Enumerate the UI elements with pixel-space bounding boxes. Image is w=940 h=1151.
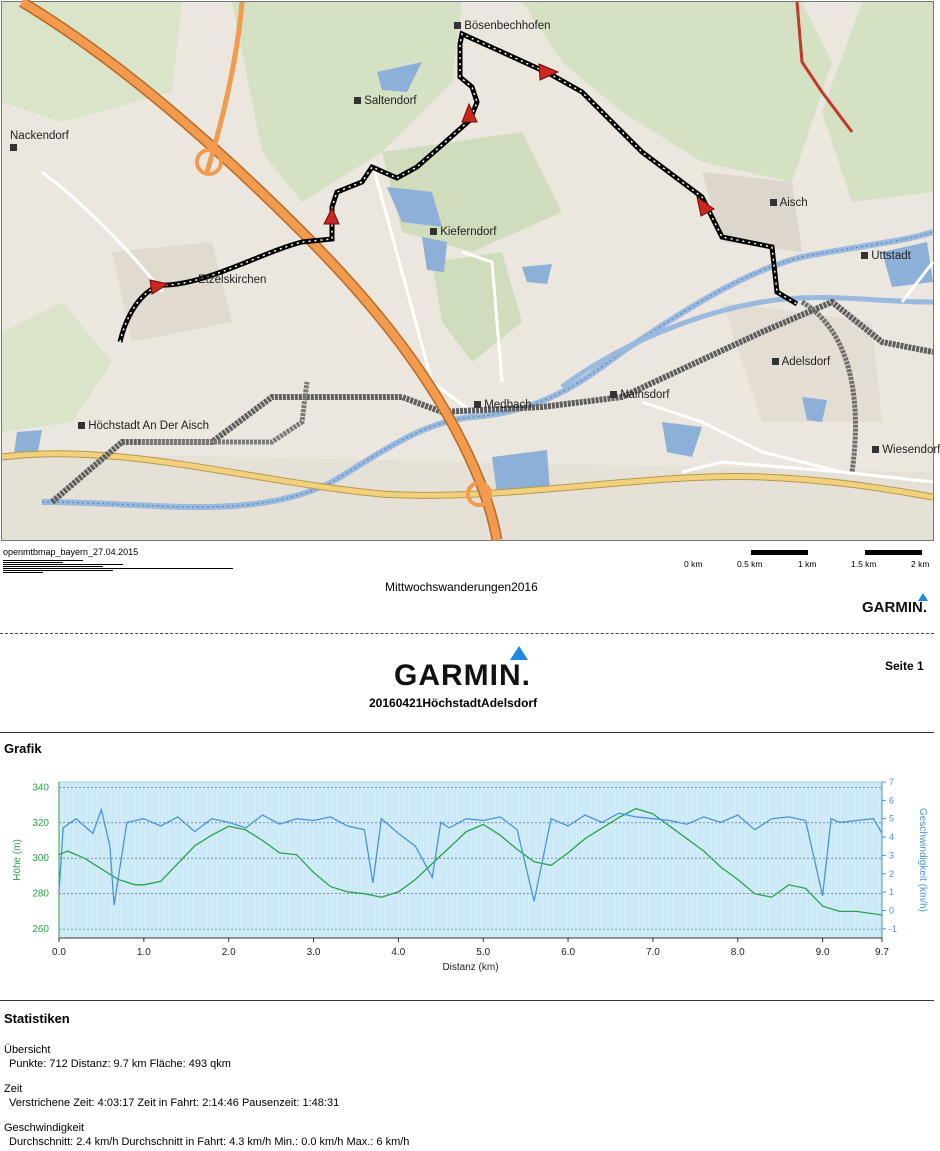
place-label: Etzelskirchen [198,274,267,286]
garmin-triangle-icon [918,593,928,601]
x-tick-label: 2.0 [221,947,236,958]
x-tick-label: 0.0 [52,947,66,958]
place-hoechstadt [78,420,209,432]
y-tick-label-right: 1 [889,887,895,898]
place-marker-icon [772,358,779,365]
y-tick-label-left: 300 [32,853,49,865]
place-marker-icon [10,144,17,151]
y-tick-label-left: 260 [32,924,49,936]
place-marker-icon [872,446,879,453]
place-medbach [474,399,532,411]
x-tick-label: 7.0 [645,947,660,958]
place-label: Aisch [779,197,808,209]
place-marker-icon [474,401,481,408]
place-adelsdorf [772,356,830,368]
place-boesenbechhofen [454,20,551,32]
scale-label: 1.5 km [851,559,877,569]
place-label: Medbach [484,399,532,411]
section-title-statistiken: Statistiken [4,1011,70,1026]
stat-group-values: Verstrichene Zeit: 4:03:17 Zeit in Fahrt: 2:14:46 Pausenzeit: 1:48:31 [9,1097,340,1109]
stat-group-values: Durchschnitt: 2.4 km/h Durchschnitt in Fahrt: 4.3 km/h Min.: 0.0 km/h Max.: 6 km/h [9,1136,410,1148]
page-number: Seite 1 [885,659,924,673]
place-marker-icon [454,22,461,29]
x-tick-label: 9.7 [875,947,889,958]
place-label: Nainsdorf [620,389,670,401]
place-label: Saltendorf [364,95,417,107]
map-source: openmtbmap_bayern_27.04.2015 [3,547,139,557]
y-tick-label-right: 5 [889,813,895,824]
place-nackendorf [10,130,69,154]
stat-group-label: Geschwindigkeit [4,1122,85,1134]
scale-label: 2 km [911,559,930,569]
scale-label: 1 km [798,559,817,569]
stat-group-zeit [4,1083,339,1109]
page-separator [0,633,934,634]
place-marker-icon [78,422,85,429]
y-tick-label-left: 340 [32,782,49,794]
y-tick-label-right: 7 [889,777,895,787]
place-label: Höchstadt An Der Aisch [88,420,210,432]
map-copyright-lines [3,559,243,574]
scale-label: 0 km [684,559,703,569]
x-tick-label: 3.0 [306,947,321,958]
y-tick-label-right: 3 [889,850,895,861]
place-uttstadt [861,250,911,262]
x-tick-label: 1.0 [136,947,151,958]
y-tick-label-right: 0 [889,905,895,916]
x-tick-label: 6.0 [561,947,576,958]
x-tick-label: 5.0 [476,947,491,958]
y-axis-label-right: Geschwindigkeit (km/h) [917,808,928,912]
map-canvas [2,2,933,540]
scale-label: 0.5 km [737,559,763,569]
track-name: 20160421HöchstadtAdelsdorf [369,696,538,710]
y-tick-label-left: 320 [32,817,49,829]
divider [0,1000,934,1001]
place-etzelskirchen [198,274,266,286]
place-saltendorf [354,95,417,107]
scale-bar-segment [865,550,922,555]
y-tick-label-right: 4 [889,832,895,843]
divider [0,732,934,733]
place-label: Bösenbechhofen [464,20,551,32]
garmin-logo-text: GARMIN. [862,599,927,616]
place-marker-icon [770,199,777,206]
x-tick-label: 4.0 [391,947,406,958]
place-wiesendorf [872,444,940,456]
place-label: Uttstadt [871,250,911,262]
y-tick-label-right: 6 [889,795,895,806]
place-kieferndorf [430,226,496,238]
garmin-logo-text: GARMIN. [394,659,531,692]
stat-group-label: Übersicht [4,1044,51,1056]
garmin-logo-large [394,659,531,693]
y-tick-label-right: -1 [889,923,898,934]
place-marker-icon [610,391,617,398]
scale-bar-segment [751,550,808,555]
place-label: Nackendorf [10,130,69,142]
route-map[interactable] [1,1,940,541]
garmin-logo-small [862,599,927,617]
place-label: Adelsdorf [781,356,831,368]
x-tick-label: 8.0 [730,947,745,958]
place-label: Wiesendorf [882,444,940,456]
place-aisch [770,197,808,209]
place-marker-icon [354,97,361,104]
place-label: Kieferndorf [440,226,497,238]
place-marker-icon [430,228,437,235]
y-tick-label-left: 280 [32,888,49,900]
elevation-speed-chart [0,770,934,982]
map-title: Mittwochswanderungen2016 [385,580,538,594]
y-tick-label-right: 2 [889,868,895,879]
x-axis-label: Distanz (km) [442,962,499,973]
x-tick-label: 9.0 [815,947,830,958]
stat-group-uebersicht [4,1044,231,1070]
garmin-triangle-icon [510,646,528,660]
stat-group-values: Punkte: 712 Distanz: 9.7 km Fläche: 493 qkm [9,1058,231,1070]
section-title-grafik: Grafik [4,741,42,756]
place-nainsdorf [610,389,669,401]
stat-group-label: Zeit [4,1083,23,1095]
y-axis-label-left: Höhe (m) [12,839,23,881]
stat-group-geschwindigkeit [4,1122,409,1148]
place-marker-icon [861,252,868,259]
